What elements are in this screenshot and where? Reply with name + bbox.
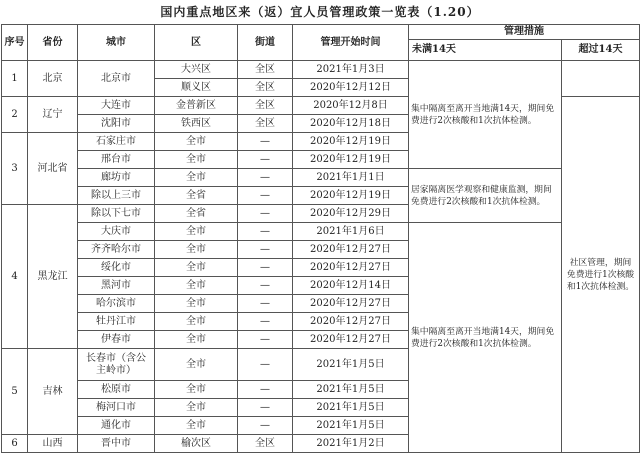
- header-seq: 序号: [2, 25, 28, 61]
- cell-city: 廊坊市: [78, 169, 155, 187]
- cell-street: —: [238, 277, 293, 295]
- cell-district: 全市: [155, 313, 238, 331]
- cell-street: —: [238, 399, 293, 417]
- cell-time: 2020年12月27日: [293, 241, 409, 259]
- cell-street: 全区: [238, 97, 293, 115]
- cell-street: —: [238, 381, 293, 399]
- over14-blank: [562, 61, 640, 97]
- header-over-14: 超过14天: [562, 40, 640, 61]
- cell-time: 2020年12月27日: [293, 313, 409, 331]
- group-province: 吉林: [28, 349, 78, 435]
- cell-time: 2021年1月5日: [293, 381, 409, 399]
- cell-district: 全市: [155, 417, 238, 435]
- cell-time: 2020年12月12日: [293, 79, 409, 97]
- cell-street: —: [238, 331, 293, 349]
- cell-street: —: [238, 349, 293, 381]
- header-under-14: 未满14天: [409, 40, 562, 61]
- cell-district: 金普新区: [155, 97, 238, 115]
- cell-district: 全市: [155, 381, 238, 399]
- measure-home-isolation: 居家隔离医学观察和健康监测，期间免费进行2次核酸和1次抗体检测。: [409, 169, 562, 223]
- cell-district: 全市: [155, 133, 238, 151]
- header-city: 城市: [78, 25, 155, 61]
- cell-time: 2021年1月1日: [293, 169, 409, 187]
- group-seq: 2: [2, 97, 28, 133]
- cell-street: —: [238, 169, 293, 187]
- cell-district: 全市: [155, 151, 238, 169]
- cell-district: 全市: [155, 259, 238, 277]
- cell-street: —: [238, 259, 293, 277]
- cell-district: 全市: [155, 241, 238, 259]
- cell-district: 全市: [155, 295, 238, 313]
- cell-city: 北京市: [78, 61, 155, 97]
- cell-time: 2020年12月8日: [293, 97, 409, 115]
- cell-street: —: [238, 133, 293, 151]
- cell-time: 2020年12月19日: [293, 151, 409, 169]
- header-district: 区: [155, 25, 238, 61]
- cell-time: 2021年1月2日: [293, 435, 409, 453]
- cell-time: 2020年12月19日: [293, 133, 409, 151]
- group-seq: 3: [2, 133, 28, 205]
- cell-street: 全区: [238, 115, 293, 133]
- cell-street: —: [238, 187, 293, 205]
- group-seq: 1: [2, 61, 28, 97]
- cell-street: —: [238, 241, 293, 259]
- group-seq: 5: [2, 349, 28, 435]
- cell-district: 全市: [155, 399, 238, 417]
- cell-city: 通化市: [78, 417, 155, 435]
- cell-city: 除以上三市: [78, 187, 155, 205]
- cell-district: 全省: [155, 205, 238, 223]
- cell-district: 全市: [155, 349, 238, 381]
- cell-time: 2021年1月5日: [293, 399, 409, 417]
- cell-street: 全区: [238, 61, 293, 79]
- group-seq: 4: [2, 205, 28, 349]
- cell-street: —: [238, 151, 293, 169]
- measure-community: 社区管理，期间免费进行1次核酸和1次抗体检测。: [562, 97, 640, 453]
- cell-street: —: [238, 313, 293, 331]
- cell-city: 石家庄市: [78, 133, 155, 151]
- cell-city: 沈阳市: [78, 115, 155, 133]
- cell-city: 哈尔滨市: [78, 295, 155, 313]
- cell-city: 梅河口市: [78, 399, 155, 417]
- cell-district: 大兴区: [155, 61, 238, 79]
- cell-city: 伊春市: [78, 331, 155, 349]
- policy-table: [1, 24, 640, 453]
- measure-quarantine-2: 集中隔离至离开当地满14天，期间免费进行2次核酸和1次抗体检测。: [409, 223, 562, 453]
- cell-city: 晋中市: [78, 435, 155, 453]
- cell-street: 全区: [238, 79, 293, 97]
- group-province: 山西: [28, 435, 78, 453]
- cell-city: 黑河市: [78, 277, 155, 295]
- cell-time: 2020年12月29日: [293, 205, 409, 223]
- cell-time: 2021年1月5日: [293, 349, 409, 381]
- page-title: 国内重点地区来（返）宜人员管理政策一览表（1.20）: [160, 5, 480, 19]
- cell-district: 顺义区: [155, 79, 238, 97]
- cell-street: —: [238, 205, 293, 223]
- header-street: 街道: [238, 25, 293, 61]
- group-province: 辽宁: [28, 97, 78, 133]
- cell-city: 齐齐哈尔市: [78, 241, 155, 259]
- cell-time: 2020年12月27日: [293, 259, 409, 277]
- cell-district: 铁西区: [155, 115, 238, 133]
- cell-district: 全市: [155, 331, 238, 349]
- cell-time: 2020年12月19日: [293, 187, 409, 205]
- cell-city: 松原市: [78, 381, 155, 399]
- header-province: 省份: [28, 25, 78, 61]
- cell-city: 大连市: [78, 97, 155, 115]
- cell-city: 除以下七市: [78, 205, 155, 223]
- cell-district: 榆次区: [155, 435, 238, 453]
- cell-street: 全区: [238, 435, 293, 453]
- measure-quarantine: 集中隔离至离开当地满14天，期间免费进行2次核酸和1次抗体检测。: [409, 61, 562, 169]
- cell-time: 2020年12月27日: [293, 331, 409, 349]
- cell-city: 邢台市: [78, 151, 155, 169]
- cell-city: 绥化市: [78, 259, 155, 277]
- cell-city: 大庆市: [78, 223, 155, 241]
- cell-time: 2020年12月18日: [293, 115, 409, 133]
- header-measures: 管理措施: [409, 25, 640, 40]
- cell-time: 2020年12月27日: [293, 295, 409, 313]
- group-province: 北京: [28, 61, 78, 97]
- cell-district: 全市: [155, 223, 238, 241]
- cell-district: 全市: [155, 277, 238, 295]
- cell-street: —: [238, 295, 293, 313]
- cell-city: 长春市（含公主岭市）: [78, 349, 155, 381]
- cell-district: 全省: [155, 187, 238, 205]
- cell-district: 全市: [155, 169, 238, 187]
- cell-street: —: [238, 417, 293, 435]
- group-province: 河北省: [28, 133, 78, 205]
- cell-city: 牡丹江市: [78, 313, 155, 331]
- group-province: 黑龙江: [28, 205, 78, 349]
- cell-time: 2021年1月3日: [293, 61, 409, 79]
- group-seq: 6: [2, 435, 28, 453]
- cell-street: —: [238, 223, 293, 241]
- cell-time: 2021年1月6日: [293, 223, 409, 241]
- cell-time: 2020年12月14日: [293, 277, 409, 295]
- header-start-time: 管理开始时间: [293, 25, 409, 61]
- cell-time: 2021年1月5日: [293, 417, 409, 435]
